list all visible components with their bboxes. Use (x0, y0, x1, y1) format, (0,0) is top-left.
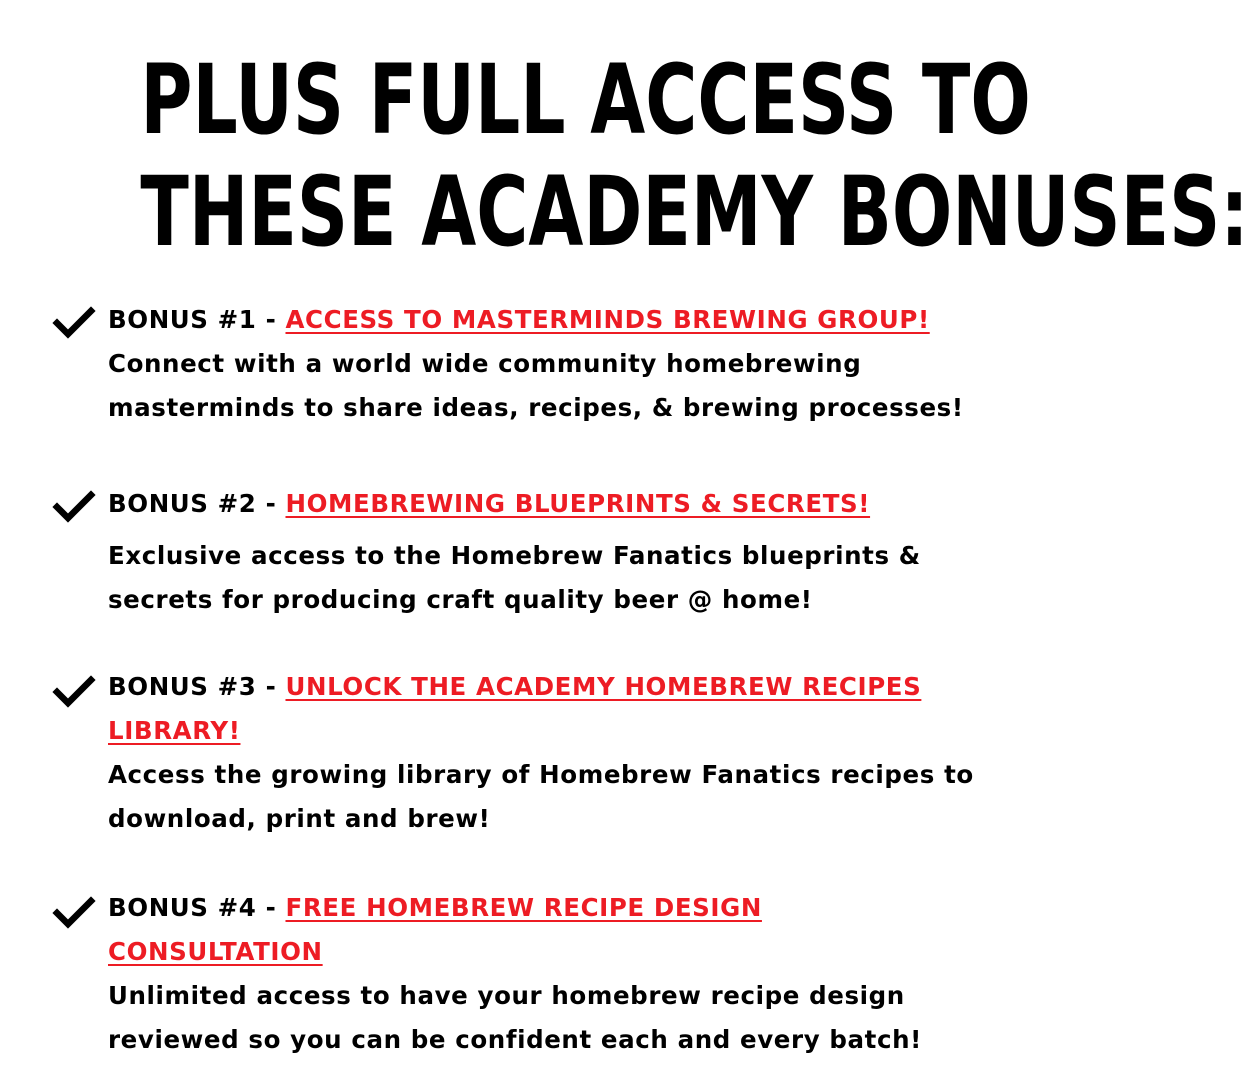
bonus-label: BONUS #1 - (108, 305, 286, 334)
checkmark-icon (54, 492, 94, 522)
checkmark-icon (54, 677, 94, 707)
bonus-heading (108, 886, 762, 930)
bonus-description: masterminds to share ideas, recipes, & brewing processes! (108, 393, 964, 422)
headline-line-2: THESE ACADEMY BONUSES: (140, 156, 1249, 268)
bonus-label: BONUS #3 - (108, 672, 286, 701)
bonus-heading-continued (108, 930, 323, 974)
bonus-description: reviewed so you can be confident each and every batch! (108, 1025, 922, 1054)
bonus-heading (108, 665, 921, 709)
bonus-title-link[interactable]: FREE HOMEBREW RECIPE DESIGN (285, 893, 762, 922)
bonus-description: Exclusive access to the Homebrew Fanatics blueprints & (108, 541, 921, 570)
bonus-description: Access the growing library of Homebrew Fanatics recipes to (108, 760, 974, 789)
bonus-description: download, print and brew! (108, 804, 491, 833)
checkmark-icon (54, 898, 94, 928)
bonus-description: Unlimited access to have your homebrew recipe design (108, 981, 905, 1010)
bonus-title-link[interactable]: CONSULTATION (108, 937, 323, 966)
bonus-title-link[interactable]: UNLOCK THE ACADEMY HOMEBREW RECIPES (285, 672, 922, 701)
bonus-label: BONUS #2 - (108, 489, 286, 518)
bonus-description: secrets for producing craft quality beer @ home! (108, 585, 813, 614)
bonus-heading (108, 482, 870, 526)
bonus-heading (108, 298, 930, 342)
bonus-title-link[interactable]: HOMEBREWING BLUEPRINTS & SECRETS! (285, 489, 871, 518)
headline-line-1: PLUS FULL ACCESS TO (140, 44, 1031, 156)
bonus-title-link[interactable]: ACCESS TO MASTERMINDS BREWING GROUP! (285, 305, 930, 334)
bonus-description: Connect with a world wide community homebrewing (108, 349, 862, 378)
checkmark-icon (54, 308, 94, 338)
bonus-heading-continued (108, 709, 240, 753)
bonus-title-link[interactable]: LIBRARY! (108, 716, 241, 745)
bonus-label: BONUS #4 - (108, 893, 286, 922)
